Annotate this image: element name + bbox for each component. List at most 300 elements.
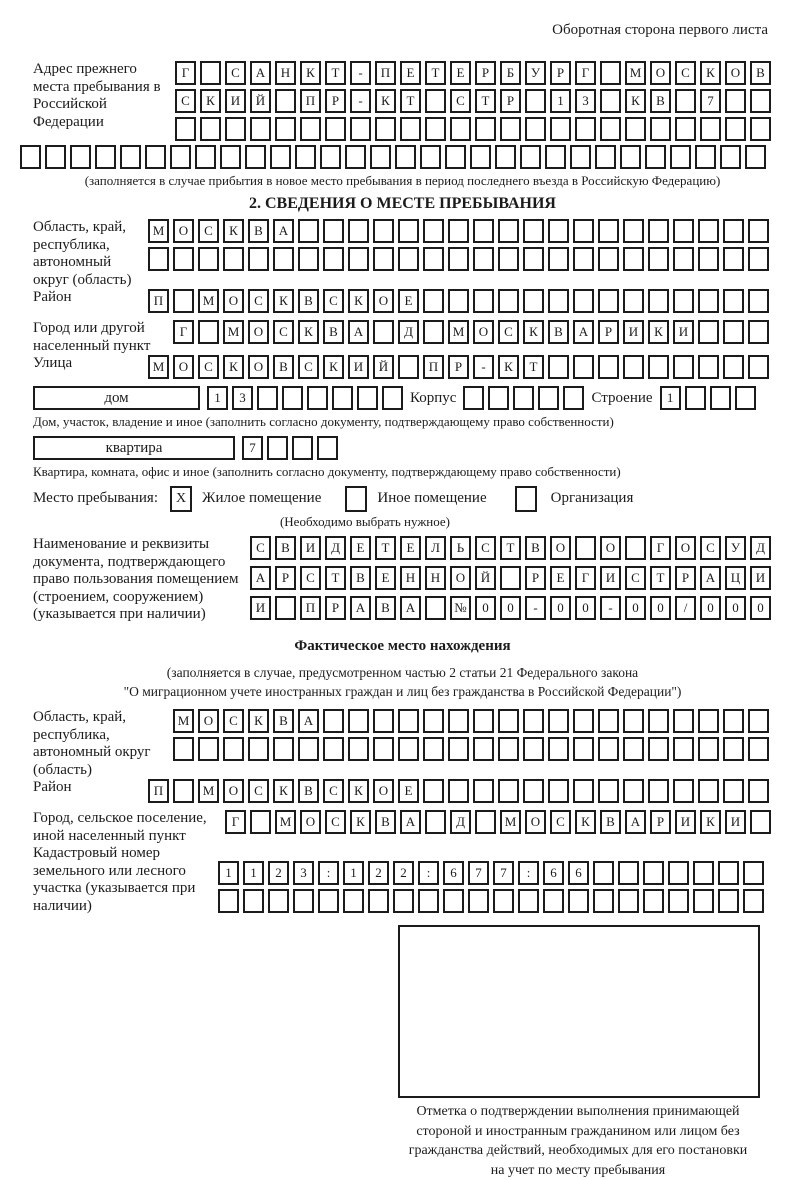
char-cell[interactable] <box>543 889 564 913</box>
char-cell[interactable] <box>573 219 594 243</box>
char-cell[interactable] <box>248 737 269 761</box>
char-cell[interactable] <box>373 320 394 344</box>
char-cell[interactable]: В <box>248 219 269 243</box>
char-cell[interactable] <box>673 247 694 271</box>
char-cell[interactable]: О <box>373 779 394 803</box>
char-cell[interactable] <box>323 219 344 243</box>
char-cell[interactable] <box>548 219 569 243</box>
char-cell[interactable] <box>598 355 619 379</box>
char-cell[interactable] <box>275 117 296 141</box>
char-cell[interactable] <box>357 386 378 410</box>
char-cell[interactable] <box>332 386 353 410</box>
char-cell[interactable] <box>170 145 191 169</box>
char-cell[interactable]: С <box>250 536 271 560</box>
char-cell[interactable]: О <box>248 320 269 344</box>
char-cell[interactable]: О <box>248 355 269 379</box>
char-cell[interactable]: К <box>498 355 519 379</box>
char-cell[interactable] <box>568 889 589 913</box>
char-cell[interactable] <box>498 779 519 803</box>
char-cell[interactable] <box>345 145 366 169</box>
char-cell[interactable]: Д <box>750 536 771 560</box>
char-cell[interactable]: Р <box>275 566 296 590</box>
char-cell[interactable] <box>448 779 469 803</box>
char-cell[interactable]: К <box>273 289 294 313</box>
char-cell[interactable] <box>325 117 346 141</box>
char-cell[interactable] <box>598 289 619 313</box>
char-cell[interactable] <box>250 810 271 834</box>
char-cell[interactable]: 1 <box>343 861 364 885</box>
char-cell[interactable]: К <box>375 89 396 113</box>
char-cell[interactable]: 7 <box>493 861 514 885</box>
char-cell[interactable]: - <box>350 89 371 113</box>
char-cell[interactable]: Ц <box>725 566 746 590</box>
char-cell[interactable] <box>698 219 719 243</box>
char-cell[interactable] <box>350 117 371 141</box>
char-cell[interactable] <box>473 247 494 271</box>
char-cell[interactable]: 2 <box>368 861 389 885</box>
char-cell[interactable]: К <box>348 289 369 313</box>
char-cell[interactable]: К <box>575 810 596 834</box>
char-cell[interactable] <box>470 145 491 169</box>
char-cell[interactable] <box>745 145 766 169</box>
char-cell[interactable] <box>300 117 321 141</box>
char-cell[interactable] <box>623 247 644 271</box>
char-cell[interactable] <box>173 289 194 313</box>
char-cell[interactable] <box>423 219 444 243</box>
char-cell[interactable] <box>623 219 644 243</box>
char-cell[interactable] <box>173 247 194 271</box>
char-cell[interactable]: С <box>223 709 244 733</box>
char-cell[interactable] <box>323 737 344 761</box>
char-cell[interactable]: М <box>198 779 219 803</box>
char-cell[interactable] <box>393 889 414 913</box>
char-cell[interactable] <box>575 536 596 560</box>
char-cell[interactable]: 0 <box>475 596 496 620</box>
char-cell[interactable]: Б <box>500 61 521 85</box>
char-cell[interactable]: В <box>548 320 569 344</box>
char-cell[interactable] <box>498 289 519 313</box>
char-cell[interactable] <box>348 247 369 271</box>
char-cell[interactable] <box>598 219 619 243</box>
char-cell[interactable]: А <box>400 596 421 620</box>
char-cell[interactable]: Е <box>375 566 396 590</box>
char-cell[interactable] <box>623 737 644 761</box>
char-cell[interactable] <box>473 289 494 313</box>
char-cell[interactable]: Е <box>398 289 419 313</box>
char-cell[interactable] <box>275 89 296 113</box>
char-cell[interactable] <box>600 61 621 85</box>
char-cell[interactable]: 0 <box>550 596 571 620</box>
char-cell[interactable] <box>748 247 769 271</box>
char-cell[interactable] <box>545 145 566 169</box>
char-cell[interactable]: П <box>423 355 444 379</box>
char-cell[interactable]: С <box>475 536 496 560</box>
char-cell[interactable] <box>648 709 669 733</box>
char-cell[interactable] <box>473 737 494 761</box>
char-cell[interactable] <box>145 145 166 169</box>
char-cell[interactable] <box>748 289 769 313</box>
char-cell[interactable]: С <box>550 810 571 834</box>
char-cell[interactable] <box>418 889 439 913</box>
char-cell[interactable]: К <box>350 810 371 834</box>
char-cell[interactable]: П <box>300 596 321 620</box>
char-cell[interactable]: М <box>198 289 219 313</box>
char-cell[interactable] <box>573 247 594 271</box>
char-cell[interactable]: С <box>248 779 269 803</box>
char-cell[interactable]: К <box>273 779 294 803</box>
char-cell[interactable]: О <box>675 536 696 560</box>
char-cell[interactable] <box>718 861 739 885</box>
char-cell[interactable] <box>468 889 489 913</box>
char-cell[interactable]: С <box>675 61 696 85</box>
char-cell[interactable] <box>348 219 369 243</box>
char-cell[interactable]: И <box>600 566 621 590</box>
char-cell[interactable]: 0 <box>575 596 596 620</box>
char-cell[interactable]: И <box>725 810 746 834</box>
checkbox-residential[interactable]: X <box>170 486 192 512</box>
char-cell[interactable] <box>173 737 194 761</box>
char-cell[interactable] <box>373 737 394 761</box>
char-cell[interactable] <box>148 247 169 271</box>
char-cell[interactable]: П <box>148 779 169 803</box>
char-cell[interactable]: О <box>650 61 671 85</box>
char-cell[interactable]: О <box>223 289 244 313</box>
char-cell[interactable]: Г <box>225 810 246 834</box>
char-cell[interactable] <box>323 247 344 271</box>
char-cell[interactable]: - <box>473 355 494 379</box>
char-cell[interactable] <box>700 117 721 141</box>
char-cell[interactable]: К <box>348 779 369 803</box>
char-cell[interactable]: О <box>300 810 321 834</box>
char-cell[interactable] <box>375 117 396 141</box>
char-cell[interactable]: Д <box>398 320 419 344</box>
char-cell[interactable] <box>273 737 294 761</box>
char-cell[interactable] <box>198 737 219 761</box>
char-cell[interactable] <box>195 145 216 169</box>
char-cell[interactable] <box>673 355 694 379</box>
char-cell[interactable]: М <box>448 320 469 344</box>
char-cell[interactable]: К <box>648 320 669 344</box>
char-cell[interactable]: Т <box>425 61 446 85</box>
char-cell[interactable]: И <box>673 320 694 344</box>
char-cell[interactable] <box>698 737 719 761</box>
char-cell[interactable] <box>693 861 714 885</box>
char-cell[interactable] <box>423 247 444 271</box>
char-cell[interactable] <box>45 145 66 169</box>
char-cell[interactable]: Н <box>425 566 446 590</box>
char-cell[interactable]: О <box>550 536 571 560</box>
char-cell[interactable]: О <box>223 779 244 803</box>
char-cell[interactable] <box>673 779 694 803</box>
char-cell[interactable]: В <box>298 779 319 803</box>
char-cell[interactable] <box>268 889 289 913</box>
char-cell[interactable]: К <box>300 61 321 85</box>
char-cell[interactable]: В <box>298 289 319 313</box>
char-cell[interactable] <box>593 861 614 885</box>
char-cell[interactable] <box>275 596 296 620</box>
char-cell[interactable]: Ь <box>450 536 471 560</box>
char-cell[interactable] <box>298 247 319 271</box>
char-cell[interactable] <box>573 709 594 733</box>
char-cell[interactable] <box>175 117 196 141</box>
char-cell[interactable]: А <box>273 219 294 243</box>
char-cell[interactable] <box>748 779 769 803</box>
char-cell[interactable] <box>563 386 584 410</box>
char-cell[interactable] <box>623 709 644 733</box>
char-cell[interactable] <box>750 117 771 141</box>
char-cell[interactable] <box>425 596 446 620</box>
char-cell[interactable]: 7 <box>468 861 489 885</box>
char-cell[interactable] <box>710 386 731 410</box>
char-cell[interactable] <box>220 145 241 169</box>
char-cell[interactable]: Т <box>400 89 421 113</box>
char-cell[interactable]: В <box>275 536 296 560</box>
char-cell[interactable]: Е <box>400 61 421 85</box>
char-cell[interactable] <box>695 145 716 169</box>
char-cell[interactable] <box>200 117 221 141</box>
char-cell[interactable]: А <box>250 566 271 590</box>
char-cell[interactable] <box>620 145 641 169</box>
char-cell[interactable] <box>398 355 419 379</box>
char-cell[interactable] <box>698 709 719 733</box>
char-cell[interactable] <box>448 247 469 271</box>
char-cell[interactable]: О <box>373 289 394 313</box>
char-cell[interactable] <box>120 145 141 169</box>
char-cell[interactable] <box>723 355 744 379</box>
char-cell[interactable] <box>598 709 619 733</box>
char-cell[interactable] <box>425 89 446 113</box>
char-cell[interactable]: К <box>700 810 721 834</box>
char-cell[interactable] <box>525 117 546 141</box>
char-cell[interactable] <box>598 247 619 271</box>
char-cell[interactable] <box>698 320 719 344</box>
char-cell[interactable]: 3 <box>575 89 596 113</box>
char-cell[interactable] <box>382 386 403 410</box>
char-cell[interactable]: С <box>273 320 294 344</box>
char-cell[interactable]: С <box>225 61 246 85</box>
char-cell[interactable] <box>243 889 264 913</box>
char-cell[interactable]: О <box>173 219 194 243</box>
char-cell[interactable] <box>725 89 746 113</box>
char-cell[interactable] <box>573 289 594 313</box>
char-cell[interactable]: Г <box>575 61 596 85</box>
char-cell[interactable] <box>725 117 746 141</box>
char-cell[interactable]: Р <box>325 596 346 620</box>
char-cell[interactable]: С <box>498 320 519 344</box>
char-cell[interactable]: - <box>525 596 546 620</box>
char-cell[interactable] <box>748 320 769 344</box>
char-cell[interactable]: - <box>350 61 371 85</box>
char-cell[interactable] <box>320 145 341 169</box>
char-cell[interactable] <box>198 320 219 344</box>
char-cell[interactable] <box>398 219 419 243</box>
char-cell[interactable]: М <box>275 810 296 834</box>
char-cell[interactable] <box>548 779 569 803</box>
char-cell[interactable]: А <box>700 566 721 590</box>
char-cell[interactable]: К <box>223 219 244 243</box>
char-cell[interactable] <box>548 247 569 271</box>
char-cell[interactable]: В <box>600 810 621 834</box>
char-cell[interactable] <box>293 889 314 913</box>
char-cell[interactable] <box>292 436 313 460</box>
char-cell[interactable]: В <box>323 320 344 344</box>
char-cell[interactable] <box>723 737 744 761</box>
char-cell[interactable]: А <box>348 320 369 344</box>
char-cell[interactable] <box>598 737 619 761</box>
char-cell[interactable]: Р <box>448 355 469 379</box>
char-cell[interactable]: А <box>625 810 646 834</box>
char-cell[interactable] <box>400 117 421 141</box>
char-cell[interactable] <box>548 709 569 733</box>
char-cell[interactable] <box>20 145 41 169</box>
char-cell[interactable] <box>748 355 769 379</box>
char-cell[interactable]: Л <box>425 536 446 560</box>
char-cell[interactable] <box>450 117 471 141</box>
char-cell[interactable]: Р <box>598 320 619 344</box>
char-cell[interactable] <box>498 709 519 733</box>
char-cell[interactable]: А <box>400 810 421 834</box>
char-cell[interactable]: 7 <box>700 89 721 113</box>
char-cell[interactable] <box>423 779 444 803</box>
char-cell[interactable]: К <box>248 709 269 733</box>
char-cell[interactable]: 2 <box>393 861 414 885</box>
char-cell[interactable] <box>750 89 771 113</box>
char-cell[interactable] <box>398 737 419 761</box>
char-cell[interactable]: В <box>350 566 371 590</box>
char-cell[interactable] <box>523 737 544 761</box>
char-cell[interactable]: М <box>173 709 194 733</box>
char-cell[interactable]: 0 <box>750 596 771 620</box>
char-cell[interactable] <box>523 779 544 803</box>
char-cell[interactable] <box>398 709 419 733</box>
char-cell[interactable]: 7 <box>242 436 263 460</box>
char-cell[interactable] <box>573 355 594 379</box>
char-cell[interactable] <box>513 386 534 410</box>
char-cell[interactable] <box>685 386 706 410</box>
char-cell[interactable]: У <box>525 61 546 85</box>
char-cell[interactable] <box>448 709 469 733</box>
char-cell[interactable] <box>298 737 319 761</box>
char-cell[interactable]: С <box>298 355 319 379</box>
char-cell[interactable] <box>573 779 594 803</box>
char-cell[interactable] <box>623 289 644 313</box>
char-cell[interactable] <box>698 779 719 803</box>
char-cell[interactable]: В <box>273 355 294 379</box>
char-cell[interactable] <box>600 89 621 113</box>
char-cell[interactable]: С <box>323 779 344 803</box>
char-cell[interactable] <box>520 145 541 169</box>
char-cell[interactable] <box>623 355 644 379</box>
char-cell[interactable]: Р <box>525 566 546 590</box>
char-cell[interactable] <box>648 219 669 243</box>
char-cell[interactable] <box>70 145 91 169</box>
char-cell[interactable] <box>200 61 221 85</box>
char-cell[interactable] <box>525 89 546 113</box>
char-cell[interactable] <box>570 145 591 169</box>
char-cell[interactable]: Т <box>325 566 346 590</box>
char-cell[interactable] <box>307 386 328 410</box>
char-cell[interactable]: О <box>600 536 621 560</box>
char-cell[interactable]: С <box>323 289 344 313</box>
char-cell[interactable]: В <box>273 709 294 733</box>
char-cell[interactable] <box>673 289 694 313</box>
char-cell[interactable]: А <box>573 320 594 344</box>
char-cell[interactable] <box>323 709 344 733</box>
char-cell[interactable] <box>463 386 484 410</box>
char-cell[interactable]: : <box>518 861 539 885</box>
char-cell[interactable]: 1 <box>243 861 264 885</box>
char-cell[interactable]: О <box>473 320 494 344</box>
char-cell[interactable] <box>523 219 544 243</box>
char-cell[interactable]: И <box>300 536 321 560</box>
char-cell[interactable] <box>488 386 509 410</box>
char-cell[interactable]: 0 <box>650 596 671 620</box>
char-cell[interactable]: И <box>623 320 644 344</box>
checkbox-other-premises[interactable] <box>345 486 367 512</box>
char-cell[interactable] <box>670 145 691 169</box>
char-cell[interactable]: И <box>750 566 771 590</box>
char-cell[interactable] <box>650 117 671 141</box>
char-cell[interactable]: 1 <box>218 861 239 885</box>
char-cell[interactable]: А <box>298 709 319 733</box>
char-cell[interactable]: Н <box>275 61 296 85</box>
char-cell[interactable]: 6 <box>543 861 564 885</box>
char-cell[interactable] <box>748 737 769 761</box>
char-cell[interactable] <box>698 247 719 271</box>
char-cell[interactable] <box>282 386 303 410</box>
char-cell[interactable]: П <box>148 289 169 313</box>
char-cell[interactable] <box>523 289 544 313</box>
char-cell[interactable]: С <box>198 219 219 243</box>
char-cell[interactable] <box>473 709 494 733</box>
char-cell[interactable]: Е <box>398 779 419 803</box>
char-cell[interactable] <box>495 145 516 169</box>
char-cell[interactable] <box>398 247 419 271</box>
char-cell[interactable] <box>748 219 769 243</box>
char-cell[interactable] <box>720 145 741 169</box>
char-cell[interactable]: Г <box>575 566 596 590</box>
char-cell[interactable] <box>675 117 696 141</box>
char-cell[interactable]: М <box>625 61 646 85</box>
char-cell[interactable]: 0 <box>700 596 721 620</box>
char-cell[interactable]: С <box>248 289 269 313</box>
char-cell[interactable]: И <box>250 596 271 620</box>
char-cell[interactable] <box>173 779 194 803</box>
char-cell[interactable] <box>750 810 771 834</box>
char-cell[interactable] <box>723 320 744 344</box>
char-cell[interactable] <box>95 145 116 169</box>
char-cell[interactable]: 3 <box>293 861 314 885</box>
char-cell[interactable]: В <box>375 596 396 620</box>
char-cell[interactable] <box>548 289 569 313</box>
char-cell[interactable] <box>723 709 744 733</box>
char-cell[interactable]: Р <box>500 89 521 113</box>
char-cell[interactable] <box>523 709 544 733</box>
char-cell[interactable] <box>618 861 639 885</box>
char-cell[interactable]: Т <box>375 536 396 560</box>
char-cell[interactable]: 6 <box>443 861 464 885</box>
char-cell[interactable] <box>593 889 614 913</box>
char-cell[interactable]: 2 <box>268 861 289 885</box>
char-cell[interactable] <box>573 737 594 761</box>
char-cell[interactable] <box>693 889 714 913</box>
char-cell[interactable]: Е <box>400 536 421 560</box>
char-cell[interactable] <box>425 117 446 141</box>
char-cell[interactable] <box>648 737 669 761</box>
char-cell[interactable] <box>648 355 669 379</box>
char-cell[interactable]: В <box>375 810 396 834</box>
char-cell[interactable] <box>343 889 364 913</box>
